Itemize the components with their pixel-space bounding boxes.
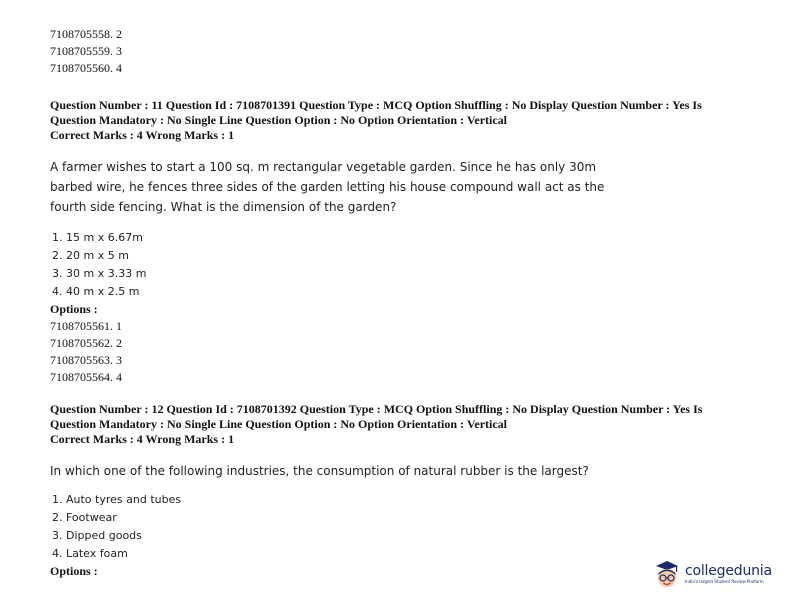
question-text-line: barbed wire, he fences three sides of the garden letting his house compound wall act as the xyxy=(50,180,605,194)
question-12 xyxy=(50,402,750,580)
question-text-line: A farmer wishes to start a 100 sq. m rectangular vegetable garden. Since he has only 30m xyxy=(50,160,597,174)
option-id: 7108705561. 1 xyxy=(50,319,122,333)
question-meta xyxy=(50,98,750,143)
question-text-line: fourth side fencing. What is the dimension of the garden? xyxy=(50,200,397,214)
question-meta-line: Question Number : 11 Question Id : 7108701391 Question Type : MCQ Option Shuffling : No Display Question Number : Yes Is xyxy=(50,98,702,112)
marks-line: Correct Marks : 4 Wrong Marks : 1 xyxy=(50,128,235,142)
answer-choice: 4. Latex foam xyxy=(52,547,128,560)
question-text xyxy=(50,461,750,481)
answer-choice: 3. Dipped goods xyxy=(52,529,142,542)
question-meta xyxy=(50,402,750,447)
logo-name: collegedunia xyxy=(685,563,772,579)
student-mascot-icon xyxy=(652,558,682,590)
option-id: 7108705558. 2 xyxy=(50,27,122,41)
marks-line: Correct Marks : 4 Wrong Marks : 1 xyxy=(50,432,235,446)
option-id: 7108705559. 3 xyxy=(50,44,122,58)
answer-choice: 1. Auto tyres and tubes xyxy=(52,493,182,506)
previous-option-ids xyxy=(50,26,750,77)
option-id: 7108705562. 2 xyxy=(50,336,122,350)
question-meta-line: Question Number : 12 Question Id : 7108701392 Question Type : MCQ Option Shuffling : No Display Question Number : Yes Is xyxy=(50,402,703,416)
logo-text xyxy=(685,563,772,585)
option-id: 7108705564. 4 xyxy=(50,370,122,384)
collegedunia-logo xyxy=(652,556,787,592)
answer-choice: 1. 15 m x 6.67m xyxy=(52,231,143,244)
option-id: 7108705563. 3 xyxy=(50,353,122,367)
logo-tagline: India's largest Student Review Platform xyxy=(685,579,764,584)
option-id: 7108705560. 4 xyxy=(50,61,122,75)
question-meta-line: Question Mandatory : No Single Line Question Option : No Option Orientation : Vertical xyxy=(50,417,508,431)
answer-choices xyxy=(50,229,750,301)
answer-choice: 3. 30 m x 3.33 m xyxy=(52,267,147,280)
option-ids xyxy=(50,318,750,386)
answer-choice: 4. 40 m x 2.5 m xyxy=(52,285,140,298)
question-text xyxy=(50,157,750,217)
question-11 xyxy=(50,98,750,386)
options-label: Options : xyxy=(50,564,98,578)
options-label: Options : xyxy=(50,302,98,316)
question-text-line: In which one of the following industries, the consumption of natural rubber is the largest? xyxy=(50,464,589,478)
answer-choices xyxy=(50,491,750,563)
answer-choice: 2. Footwear xyxy=(52,511,117,524)
question-meta-line: Question Mandatory : No Single Line Question Option : No Option Orientation : Vertical xyxy=(50,113,508,127)
answer-choice: 2. 20 m x 5 m xyxy=(52,249,129,262)
